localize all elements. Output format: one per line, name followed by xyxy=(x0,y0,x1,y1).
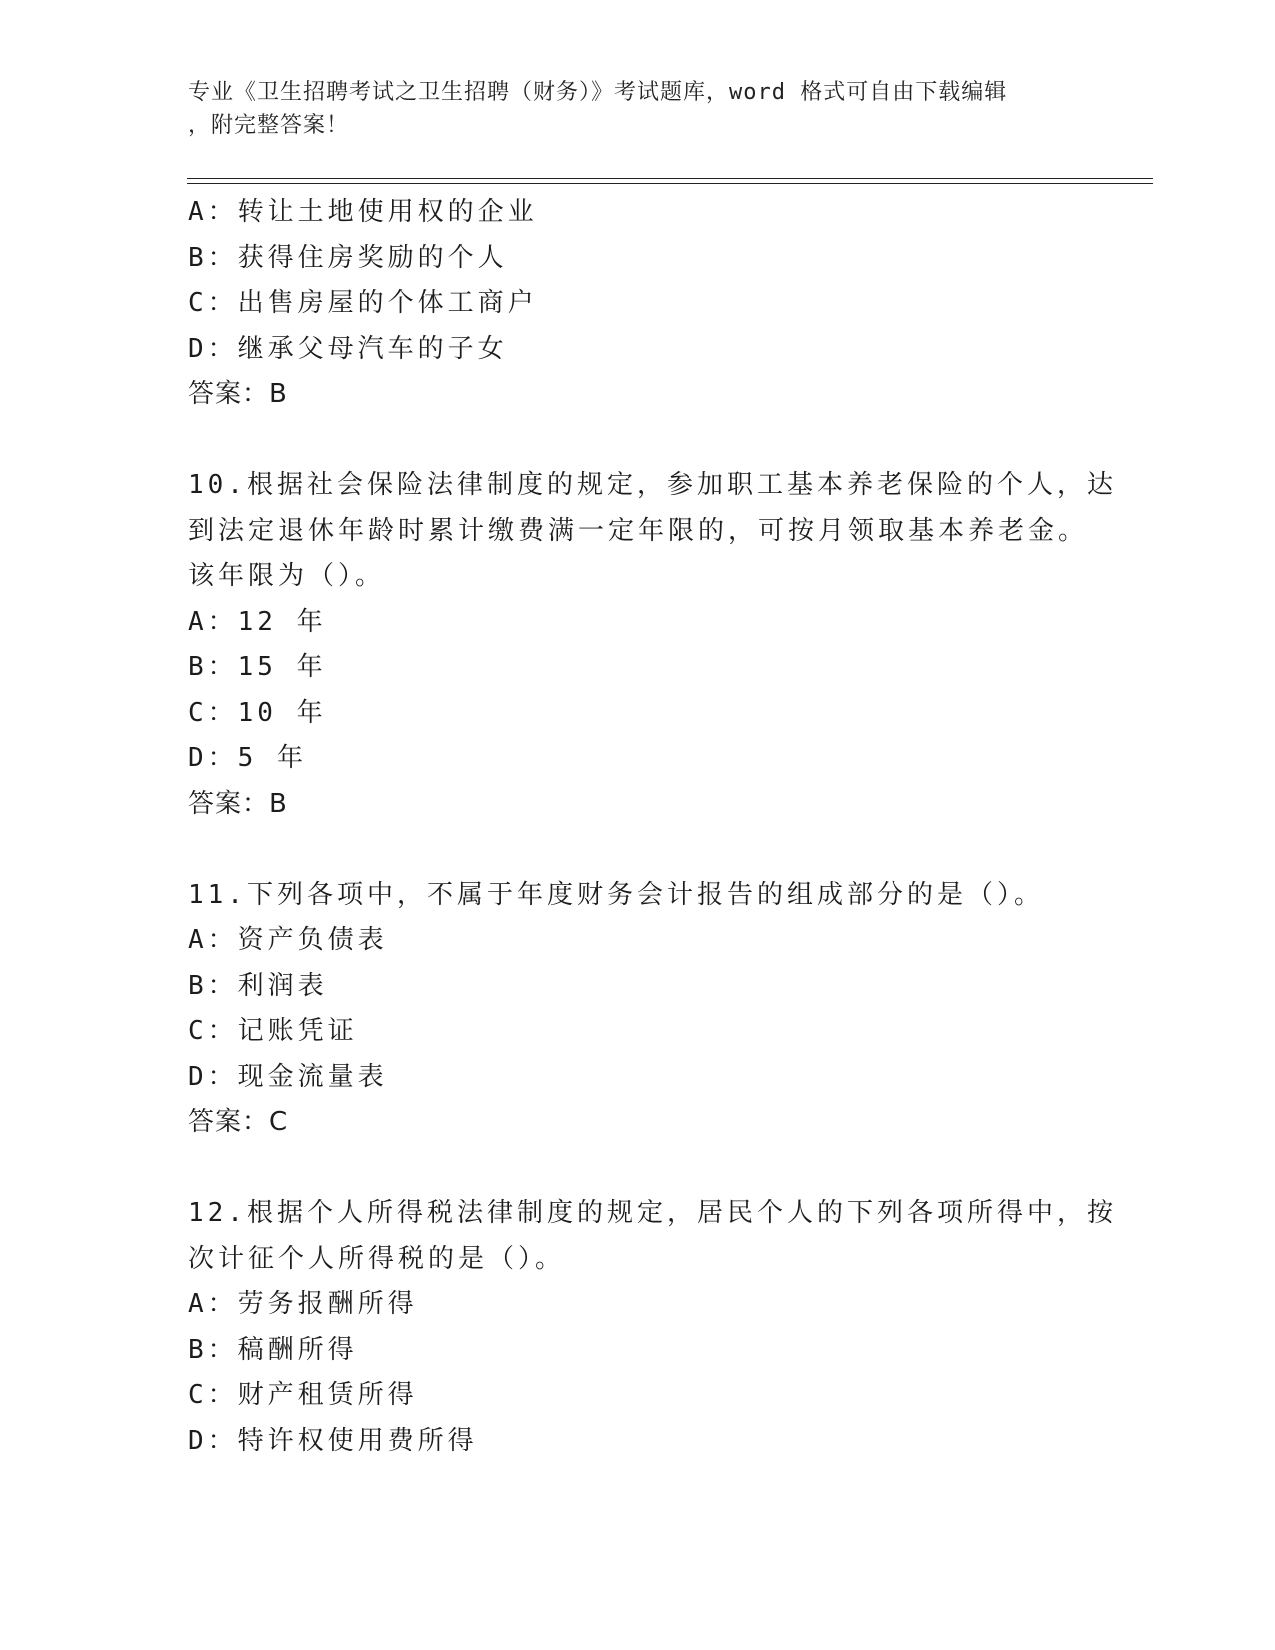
option-d: D：特许权使用费所得 xyxy=(188,1425,478,1456)
option-c: C：出售房屋的个体工商户 xyxy=(188,288,538,318)
header-line-1: 专业《卫生招聘考试之卫生招聘（财务）》考试题库，word 格式可自由下载编辑 xyxy=(188,80,1008,105)
question-11 xyxy=(188,873,1088,1146)
header-divider-top xyxy=(187,178,1153,179)
spacer xyxy=(188,1146,1088,1192)
option-b: B：15 年 xyxy=(188,652,327,682)
option-d: D：现金流量表 xyxy=(188,1061,388,1092)
option-c: C：财产租赁所得 xyxy=(188,1380,418,1410)
option-a: A：资产负债表 xyxy=(188,925,388,955)
header-line-2: ，附完整答案！ xyxy=(188,113,350,138)
question-text-line-1: 11.下列各项中，不属于年度财务会计报告的组成部分的是（）。 xyxy=(188,879,1044,910)
question-10 xyxy=(188,463,1117,827)
option-b: B：稿酬所得 xyxy=(188,1334,358,1365)
option-a: A：转让土地使用权的企业 xyxy=(188,197,538,227)
question-text-line-2: 次计征个人所得税的是（）。 xyxy=(188,1243,566,1274)
question-9 xyxy=(188,190,1088,418)
option-d: D：继承父母汽车的子女 xyxy=(188,333,508,364)
question-text-line-2: 到法定退休年龄时累计缴费满一定年限的，可按月领取基本养老金。 xyxy=(188,515,1089,546)
option-b: B：利润表 xyxy=(188,970,328,1001)
question-list xyxy=(188,190,1117,1464)
spacer xyxy=(188,418,1088,464)
question-text-line-3: 该年限为（）。 xyxy=(188,561,386,591)
option-c: C：记账凭证 xyxy=(188,1016,358,1046)
question-text-line-1: 10.根据社会保险法律制度的规定，参加职工基本养老保险的个人，达 xyxy=(188,470,1117,500)
option-a: A：劳务报酬所得 xyxy=(188,1289,418,1319)
document-header xyxy=(188,76,1068,142)
option-c: C：10 年 xyxy=(188,697,327,728)
option-d: D：5 年 xyxy=(188,743,307,773)
option-b: B：获得住房奖励的个人 xyxy=(188,242,508,273)
answer-line: 答案：B xyxy=(188,788,288,819)
option-a: A：12 年 xyxy=(188,606,327,637)
header-divider-bottom xyxy=(187,183,1153,184)
answer-line: 答案：B xyxy=(188,379,288,409)
spacer xyxy=(188,827,1088,873)
question-text-line-1: 12.根据个人所得税法律制度的规定，居民个人的下列各项所得中，按 xyxy=(188,1198,1117,1228)
answer-line: 答案：C xyxy=(188,1107,289,1137)
question-12 xyxy=(188,1191,1117,1464)
